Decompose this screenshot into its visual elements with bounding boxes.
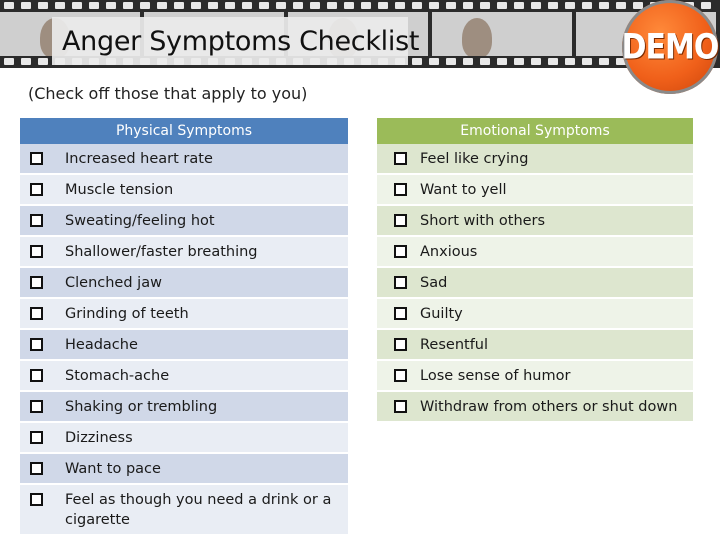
checkbox[interactable] [394, 214, 407, 227]
emotional-symptoms-heading: Emotional Symptoms [377, 118, 693, 144]
film-perforation [38, 58, 48, 65]
film-perforation [327, 2, 337, 9]
physical-symptom-row[interactable] [20, 237, 348, 268]
checkbox[interactable] [394, 245, 407, 258]
film-perforation [446, 2, 456, 9]
physical-symptom-row[interactable] [20, 299, 348, 330]
film-perforation [463, 2, 473, 9]
emotional-symptom-row[interactable] [377, 361, 693, 392]
film-perforation [208, 2, 218, 9]
film-perforation [480, 58, 490, 65]
physical-symptom-label: Shallower/faster breathing [65, 244, 258, 260]
film-perforation [242, 2, 252, 9]
film-perforation [582, 2, 592, 9]
checkbox[interactable] [394, 276, 407, 289]
film-perforation [497, 58, 507, 65]
emotional-symptom-row[interactable] [377, 268, 693, 299]
film-perforation [72, 2, 82, 9]
demo-badge-label: DEMO [621, 26, 719, 68]
physical-symptom-label: Shaking or trembling [65, 399, 218, 415]
physical-symptom-row[interactable] [20, 175, 348, 206]
physical-symptom-label: Grinding of teeth [65, 306, 189, 322]
film-perforation [378, 2, 388, 9]
film-perforation [38, 2, 48, 9]
emotional-symptom-label: Resentful [420, 337, 489, 353]
film-perforation [21, 2, 31, 9]
physical-symptom-label: Headache [65, 337, 138, 353]
physical-symptom-row[interactable] [20, 268, 348, 299]
checkbox[interactable] [394, 338, 407, 351]
film-perforation [497, 2, 507, 9]
checkbox[interactable] [394, 400, 407, 413]
film-perforation [599, 58, 609, 65]
film-perforation [89, 2, 99, 9]
film-perforation [429, 58, 439, 65]
physical-symptom-label: Muscle tension [65, 182, 174, 198]
emotional-symptom-row[interactable] [377, 330, 693, 361]
emotional-symptom-row[interactable] [377, 175, 693, 206]
checkbox[interactable] [30, 338, 43, 351]
film-perforations-top [0, 2, 720, 10]
physical-symptom-label: Dizziness [65, 430, 133, 446]
film-perforation [514, 2, 524, 9]
checkbox[interactable] [30, 431, 43, 444]
checkbox[interactable] [30, 493, 43, 506]
emotional-symptom-label: Withdraw from others or shut down [420, 399, 678, 415]
checkbox[interactable] [30, 307, 43, 320]
emotional-symptom-row[interactable] [377, 392, 693, 423]
film-perforation [514, 58, 524, 65]
physical-symptom-row[interactable] [20, 423, 348, 454]
checkbox[interactable] [30, 152, 43, 165]
physical-symptom-row[interactable] [20, 206, 348, 237]
emotional-symptom-label: Lose sense of humor [420, 368, 571, 384]
film-perforation [361, 2, 371, 9]
film-frame [432, 12, 572, 56]
film-perforation [55, 2, 65, 9]
physical-symptom-label: Stomach-ache [65, 368, 170, 384]
film-perforation [548, 2, 558, 9]
film-perforation [463, 58, 473, 65]
emotional-symptom-row[interactable] [377, 144, 693, 175]
checkbox[interactable] [30, 400, 43, 413]
emotional-symptom-label: Anxious [420, 244, 478, 260]
film-perforation [582, 58, 592, 65]
physical-symptom-label: Clenched jaw [65, 275, 162, 291]
checkbox[interactable] [30, 214, 43, 227]
emotional-symptoms-table [377, 118, 693, 423]
film-perforation [225, 2, 235, 9]
checkbox[interactable] [394, 307, 407, 320]
emotional-symptom-label: Feel like crying [420, 151, 529, 167]
face-image [462, 18, 492, 56]
page-title: Anger Symptoms Checklist [62, 26, 420, 57]
emotional-symptom-label: Sad [420, 275, 448, 291]
film-perforation [531, 58, 541, 65]
physical-symptom-row[interactable] [20, 330, 348, 361]
film-perforation [395, 2, 405, 9]
checkbox[interactable] [30, 183, 43, 196]
film-perforation [4, 2, 14, 9]
checkbox[interactable] [30, 369, 43, 382]
physical-symptom-label: Want to pace [65, 461, 161, 477]
physical-symptoms-table [20, 118, 348, 536]
film-perforation [157, 2, 167, 9]
physical-symptoms-heading: Physical Symptoms [20, 118, 348, 144]
emotional-symptom-row[interactable] [377, 237, 693, 268]
film-perforation [548, 58, 558, 65]
physical-symptom-row[interactable] [20, 485, 348, 536]
film-perforation [21, 58, 31, 65]
film-perforation [429, 2, 439, 9]
film-perforation [480, 2, 490, 9]
checkbox[interactable] [30, 245, 43, 258]
physical-symptom-row[interactable] [20, 144, 348, 175]
film-perforation [565, 58, 575, 65]
film-perforation [106, 2, 116, 9]
film-perforation [531, 2, 541, 9]
film-perforation [701, 2, 711, 9]
film-perforation [565, 2, 575, 9]
film-perforation [599, 2, 609, 9]
physical-symptom-row[interactable] [20, 361, 348, 392]
film-perforation [412, 2, 422, 9]
physical-symptom-row[interactable] [20, 392, 348, 423]
film-perforation [191, 2, 201, 9]
film-perforation [293, 2, 303, 9]
checkbox[interactable] [394, 369, 407, 382]
film-perforation [174, 2, 184, 9]
film-perforation [140, 2, 150, 9]
physical-symptom-row[interactable] [20, 454, 348, 485]
film-perforation [446, 58, 456, 65]
film-perforation [259, 2, 269, 9]
film-perforation [616, 2, 626, 9]
emotional-symptom-label: Want to yell [420, 182, 507, 198]
film-perforation [276, 2, 286, 9]
demo-badge [622, 0, 718, 94]
film-perforation [123, 2, 133, 9]
checkbox[interactable] [30, 462, 43, 475]
physical-symptom-label: Feel as though you need a drink or a cigarette [65, 492, 332, 528]
checkbox[interactable] [394, 183, 407, 196]
emotional-symptom-row[interactable] [377, 299, 693, 330]
physical-symptom-label: Increased heart rate [65, 151, 213, 167]
checkbox[interactable] [394, 152, 407, 165]
emotional-symptom-label: Short with others [420, 213, 546, 229]
film-perforation [310, 2, 320, 9]
emotional-symptom-label: Guilty [420, 306, 463, 322]
instruction-text: (Check off those that apply to you) [28, 84, 308, 103]
checkbox[interactable] [30, 276, 43, 289]
film-perforation [344, 2, 354, 9]
emotional-symptom-row[interactable] [377, 206, 693, 237]
film-perforation [4, 58, 14, 65]
physical-symptom-label: Sweating/feeling hot [65, 213, 215, 229]
